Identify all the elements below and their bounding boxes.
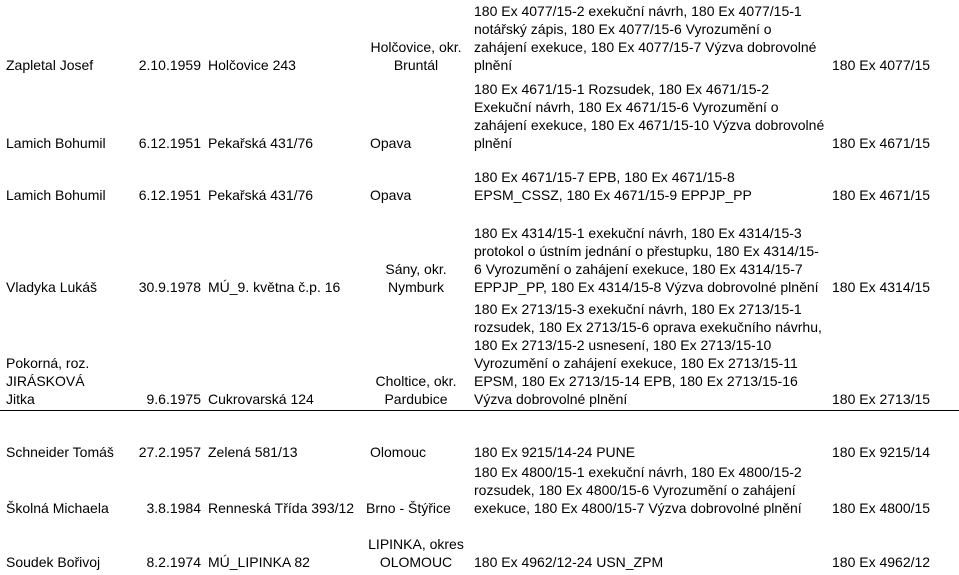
name-cell: Zapletal Josef <box>6 57 94 73</box>
address-cell: Pekařská 431/76 <box>208 187 314 203</box>
birthdate-cell: 9.6.1975 <box>146 391 201 407</box>
documents-cell: 180 Ex 4314/15-1 exekuční návrh, 180 Ex 4314/15-3 protokol o ústním jednání o přestupku, 180 Ex 4314/15-6 Vyrozumění o zahájení exekuce, 180 Ex 4314/15-7 EPPJP_PP, 180 Ex 4314/15-8 Výzva dobrovolné plnění <box>474 225 819 295</box>
address-cell: Zelená 581/13 <box>208 444 298 460</box>
file-number-cell: 180 Ex 4077/15 <box>832 57 931 73</box>
birthdate-cell: 6.12.1951 <box>138 135 201 151</box>
city-cell: Sány, okr. Nymburk <box>385 261 447 295</box>
documents-cell: 180 Ex 4800/15-1 exekuční návrh, 180 Ex 4800/15-2 rozsudek, 180 Ex 4800/15-6 Vyrozumění o zahájení exekuce, 180 Ex 4800/15-7 Výzva dobrovolné plnění <box>474 464 802 516</box>
name-cell: Školná Michaela <box>6 500 109 516</box>
documents-cell: 180 Ex 4962/12-24 USN_ZPM <box>474 554 664 570</box>
address-cell: MÚ_9. května č.p. 16 <box>208 279 341 295</box>
city-cell: Opava <box>370 135 412 151</box>
name-cell: Lamich Bohumil <box>6 135 106 151</box>
city-cell: Opava <box>370 187 412 203</box>
address-cell: Renneská Třída 393/12 <box>208 500 355 516</box>
documents-cell: 180 Ex 4077/15-2 exekuční návrh, 180 Ex 4077/15-1 notářský zápis, 180 Ex 4077/15-6 Vyrozumění o zahájení exekuce, 180 Ex 4077/15-7 Výzva dobrovolné plnění <box>474 3 817 73</box>
table-row <box>0 519 959 573</box>
documents-cell: 180 Ex 4671/15-7 EPB, 180 Ex 4671/15-8 EPSM_CSSZ, 180 Ex 4671/15-9 EPPJP_PP <box>474 169 752 203</box>
file-number-cell: 180 Ex 2713/15 <box>832 391 931 407</box>
name-cell: Pokorná, roz. JIRÁSKOVÁ Jitka <box>6 355 90 407</box>
table-row <box>0 420 959 463</box>
documents-cell: 180 Ex 9215/14-24 PUNE <box>474 444 636 460</box>
name-cell: Lamich Bohumil <box>6 187 106 203</box>
file-number-cell: 180 Ex 4962/12 <box>832 554 931 570</box>
table-row <box>0 463 959 519</box>
city-cell: Holčovice, okr. Bruntál <box>370 39 462 73</box>
city-cell: Choltice, okr. Pardubice <box>375 373 457 407</box>
address-cell: MÚ_LIPINKA 82 <box>208 554 310 570</box>
birthdate-cell: 27.2.1957 <box>138 444 201 460</box>
address-cell: Pekařská 431/76 <box>208 135 314 151</box>
file-number-cell: 180 Ex 4671/15 <box>832 135 931 151</box>
table-row <box>0 76 959 154</box>
table-row <box>0 298 959 411</box>
city-cell: Brno - Štýřice <box>366 500 451 516</box>
documents-cell: 180 Ex 2713/15-3 exekuční návrh, 180 Ex 2713/15-1 rozsudek, 180 Ex 2713/15-6 oprava exekučního návrhu, 180 Ex 2713/15-2 usnesení, 180 Ex 2713/15-10 Vyrozumění o zahájení exekuce, 180 Ex 2713/15-11 EPSM, 180 Ex 2713/15-14 EPB, 180 Ex 2713/15-16 Výzva dobrovolné plnění <box>474 301 822 407</box>
city-cell: LIPINKA, okres OLOMOUC <box>368 536 464 570</box>
name-cell: Soudek Bořivoj <box>6 554 101 570</box>
file-number-cell: 180 Ex 4800/15 <box>832 500 931 516</box>
table-row <box>0 164 959 206</box>
documents-cell: 180 Ex 4671/15-1 Rozsudek, 180 Ex 4671/15-2 Exekuční návrh, 180 Ex 4671/15-6 Vyrozumění o zahájení exekuce, 180 Ex 4671/15-10 Výzva dobrovolné plnění <box>474 81 825 151</box>
table-row <box>0 206 959 298</box>
file-number-cell: 180 Ex 4314/15 <box>832 279 931 295</box>
table-row <box>0 0 959 76</box>
name-cell: Schneider Tomáš <box>6 444 114 460</box>
birthdate-cell: 8.2.1974 <box>146 554 201 570</box>
city-cell: Olomouc <box>370 444 427 460</box>
birthdate-cell: 2.10.1959 <box>138 57 201 73</box>
address-cell: Holčovice 243 <box>208 57 296 73</box>
file-number-cell: 180 Ex 9215/14 <box>832 444 931 460</box>
birthdate-cell: 30.9.1978 <box>138 279 201 295</box>
address-cell: Cukrovarská 124 <box>208 391 314 407</box>
name-cell: Vladyka Lukáš <box>6 279 98 295</box>
file-number-cell: 180 Ex 4671/15 <box>832 187 931 203</box>
birthdate-cell: 3.8.1984 <box>146 500 201 516</box>
birthdate-cell: 6.12.1951 <box>138 187 201 203</box>
